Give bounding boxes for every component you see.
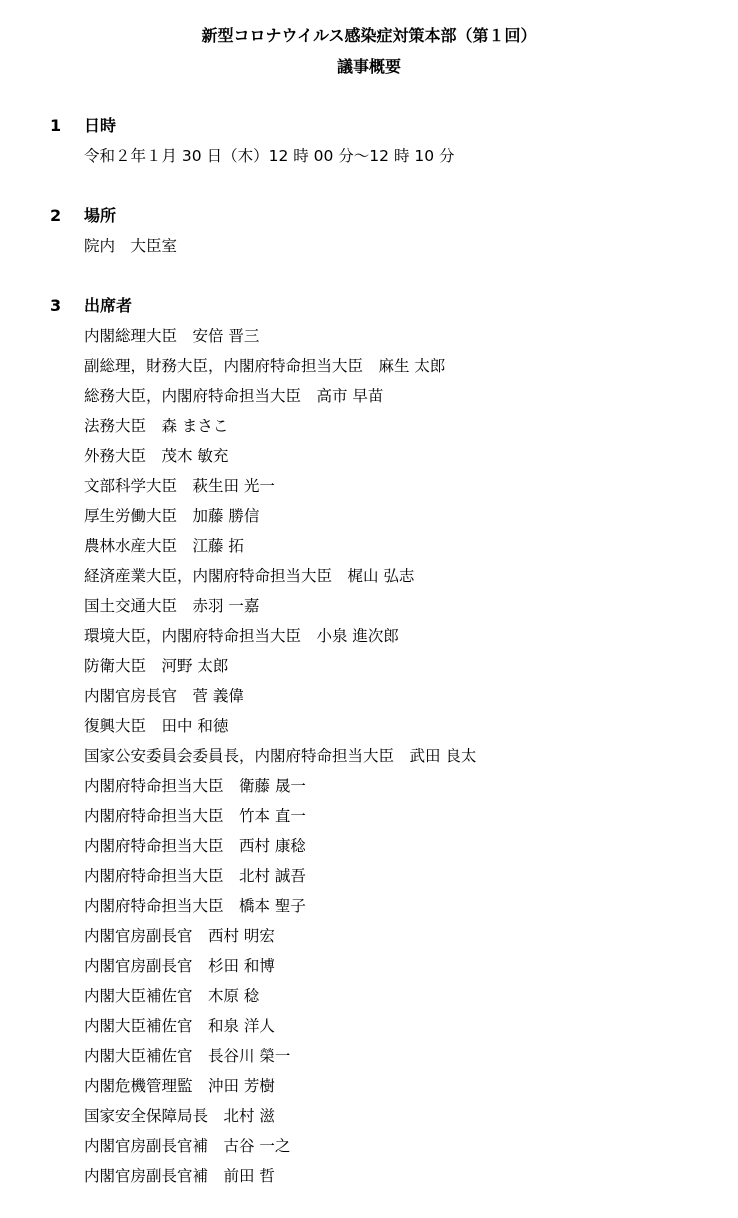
attendee-entry: 農林水産大臣 江藤 拓: [84, 537, 244, 555]
attendee-entry: 防衛大臣 河野 太郎: [84, 657, 229, 675]
attendee-entry: 環境大臣，内閣府特命担当大臣 小泉 進次郎: [84, 627, 399, 645]
attendee-entry: 内閣大臣補佐官 長谷川 榮一: [84, 1047, 291, 1065]
attendee-entry: 内閣府特命担当大臣 竹本 直一: [84, 807, 306, 825]
meeting-location: 院内 大臣室: [84, 237, 178, 255]
attendee-entry: 外務大臣 茂木 敏充: [84, 447, 229, 465]
attendee-entry: 経済産業大臣，内閣府特命担当大臣 梶山 弘志: [84, 567, 415, 585]
attendee-entry: 国家安全保障局長 北村 滋: [84, 1107, 275, 1125]
section-number-attendees: 3: [50, 296, 62, 315]
document-subtitle: 議事概要: [336, 57, 401, 76]
attendee-entry: 内閣府特命担当大臣 橋本 聖子: [84, 897, 306, 915]
attendee-entry: 内閣官房副長官補 古谷 一之: [84, 1137, 291, 1155]
attendee-entry: 内閣官房副長官 杉田 和博: [84, 957, 275, 975]
attendee-entry: 内閣大臣補佐官 和泉 洋人: [84, 1017, 275, 1035]
attendee-entry: 文部科学大臣 萩生田 光一: [84, 477, 275, 495]
attendee-entry: 内閣府特命担当大臣 西村 康稔: [84, 837, 306, 855]
section-heading-attendees: 出席者: [84, 296, 133, 315]
attendee-entry: 内閣官房長官 菅 義偉: [84, 687, 244, 705]
attendee-entry: 復興大臣 田中 和徳: [84, 717, 229, 735]
attendee-entry: 法務大臣 森 まさこ: [84, 417, 229, 435]
section-number-location: 2: [50, 206, 62, 225]
attendee-entry: 内閣府特命担当大臣 北村 誠吾: [84, 867, 306, 885]
attendees-list: [84, 326, 476, 1196]
attendee-entry: 内閣府特命担当大臣 衛藤 晟一: [84, 777, 306, 795]
attendee-entry: 厚生労働大臣 加藤 勝信: [84, 507, 260, 525]
attendee-entry: 副総理，財務大臣，内閣府特命担当大臣 麻生 太郎: [84, 357, 446, 375]
attendee-entry: 内閣官房副長官 西村 明宏: [84, 927, 275, 945]
document-title: 新型コロナウイルス感染症対策本部（第１回）: [201, 26, 537, 45]
section-heading-location: 場所: [84, 206, 117, 225]
attendee-entry: 総務大臣，内閣府特命担当大臣 高市 早苗: [84, 387, 384, 405]
meeting-datetime: 令和２年１月 30 日（木）12 時 00 分～12 時 10 分: [84, 147, 455, 165]
attendee-entry: 国家公安委員会委員長，内閣府特命担当大臣 武田 良太: [84, 747, 477, 765]
section-heading-datetime: 日時: [84, 116, 117, 135]
attendee-entry: 内閣大臣補佐官 木原 稔: [84, 987, 260, 1005]
attendee-entry: 内閣官房副長官補 前田 哲: [84, 1167, 275, 1185]
attendee-entry: 国土交通大臣 赤羽 一嘉: [84, 597, 260, 615]
attendee-entry: 内閣総理大臣 安倍 晋三: [84, 327, 260, 345]
section-number-datetime: 1: [50, 116, 62, 135]
attendee-entry: 内閣危機管理監 沖田 芳樹: [84, 1077, 275, 1095]
